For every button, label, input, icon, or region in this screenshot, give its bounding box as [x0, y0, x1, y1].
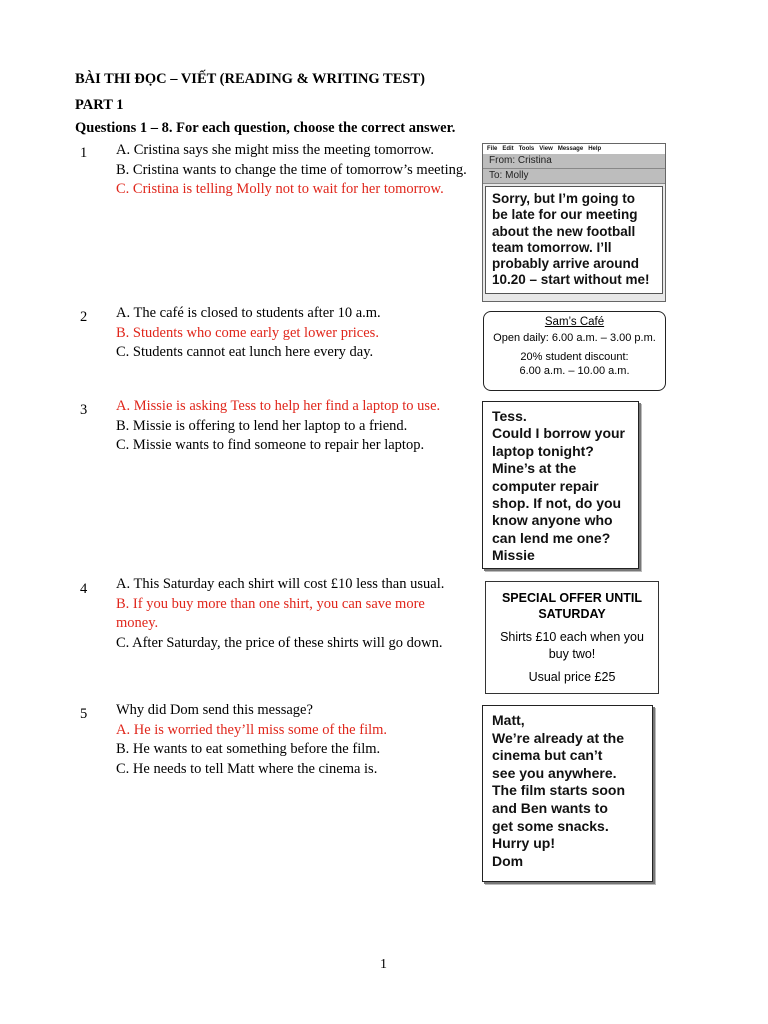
option-a[interactable]: A. The café is closed to students after 10 a.m.: [116, 305, 381, 321]
note-matt: [482, 705, 653, 882]
special-offer-sign: [485, 581, 659, 694]
note-line: and Ben wants to: [492, 799, 608, 816]
option-a-answer[interactable]: A. Missie is asking Tess to help her find a laptop to use.: [116, 398, 441, 414]
instructions: Questions 1 – 8. For each question, choose the correct answer.: [75, 120, 456, 136]
menu-message: Message: [557, 146, 584, 152]
option-c[interactable]: C. Missie wants to find someone to repair her laptop.: [116, 437, 425, 453]
email-body: [485, 186, 663, 294]
option-c[interactable]: C. After Saturday, the price of these shirts will go down.: [116, 634, 443, 651]
note-line: see you anywhere.: [492, 764, 617, 781]
page-title: BÀI THI ĐỌC – VIẾT (READING & WRITING TEST): [75, 71, 425, 87]
question-1-options: [116, 141, 472, 200]
question-4-options: [116, 575, 466, 653]
cafe-discount: 20% student discount:: [520, 351, 629, 363]
cafe-name: Sam’s Café: [544, 316, 605, 328]
note-line: know anyone who: [492, 512, 613, 529]
offer-title-2: SATURDAY: [538, 607, 606, 621]
email-line: about the new football: [492, 223, 636, 239]
option-b-answer[interactable]: B. Students who come early get lower prices.: [116, 324, 379, 341]
note-line: computer repair: [492, 477, 599, 494]
offer-usual-price: Usual price £25: [528, 670, 616, 684]
cafe-discount-hours: 6.00 a.m. – 10.00 a.m.: [519, 365, 630, 377]
note-line: cinema but can’t: [492, 747, 603, 764]
email-menubar: [483, 144, 665, 154]
question-number: 1: [80, 145, 88, 161]
question-number: 4: [80, 581, 88, 597]
email-window: [482, 143, 666, 302]
question-number: 5: [80, 706, 88, 722]
option-a[interactable]: A. This Saturday each shirt will cost £10 less than usual.: [116, 576, 445, 592]
option-b[interactable]: B. Cristina wants to change the time of tomorrow’s meeting.: [116, 161, 467, 178]
question-number: 2: [80, 309, 88, 325]
menu-tools: Tools: [518, 146, 535, 152]
note-line: laptop tonight?: [492, 442, 594, 459]
question-5-options: [116, 701, 472, 779]
question-number: 3: [80, 402, 88, 418]
note-line: Matt,: [492, 712, 525, 728]
page-number: 1: [380, 957, 387, 972]
email-line: team tomorrow. I’ll: [492, 239, 612, 255]
option-b-answer[interactable]: B. If you buy more than one shirt, you can save more money.: [116, 595, 425, 631]
note-signature: Dom: [492, 852, 524, 869]
menu-file: File: [487, 146, 498, 152]
option-c[interactable]: C. He needs to tell Matt where the cinema is.: [116, 760, 378, 777]
email-to: To: Molly: [483, 169, 665, 184]
menu-view: View: [539, 146, 553, 152]
offer-title: SPECIAL OFFER UNTIL: [501, 591, 643, 605]
note-tess: [482, 401, 639, 569]
note-signature: Missie: [492, 547, 535, 564]
option-b[interactable]: B. He wants to eat something before the film.: [116, 741, 381, 757]
question-3-options: [116, 397, 472, 456]
email-from: From: Cristina: [483, 154, 665, 169]
option-a-answer[interactable]: A. He is worried they’ll miss some of the film.: [116, 721, 388, 738]
question-prompt: Why did Dom send this message?: [116, 702, 313, 718]
note-line: Tess.: [492, 408, 527, 424]
menu-help: Help: [588, 146, 602, 152]
note-line: shop. If not, do you: [492, 495, 622, 512]
email-line: Sorry, but I’m going to: [492, 191, 635, 206]
note-line: Could I borrow your: [492, 425, 625, 442]
cafe-sign: [483, 311, 666, 391]
offer-line: Shirts £10 each when you: [500, 630, 644, 644]
note-line: Mine’s at the: [492, 460, 577, 477]
email-line: 10.20 – start without me!: [492, 272, 650, 288]
menu-edit: Edit: [502, 146, 514, 152]
cafe-hours: Open daily: 6.00 a.m. – 3.00 p.m.: [493, 332, 656, 344]
question-2-options: [116, 304, 472, 363]
option-c[interactable]: C. Students cannot eat lunch here every day.: [116, 344, 374, 360]
note-line: get some snacks.: [492, 817, 609, 834]
option-c-answer[interactable]: C. Cristina is telling Molly not to wait for her tomorrow.: [116, 181, 444, 197]
note-line: We’re already at the: [492, 729, 625, 746]
option-a[interactable]: A. Cristina says she might miss the meeting tomorrow.: [116, 142, 435, 158]
option-b[interactable]: B. Missie is offering to lend her laptop to a friend.: [116, 417, 408, 434]
offer-line-2: buy two!: [548, 647, 596, 661]
part-heading: PART 1: [75, 97, 124, 113]
note-line: Hurry up!: [492, 835, 555, 852]
email-line: be late for our meeting: [492, 207, 638, 223]
email-line: probably arrive around: [492, 256, 640, 272]
note-line: can lend me one?: [492, 529, 611, 546]
note-line: The film starts soon: [492, 782, 626, 799]
